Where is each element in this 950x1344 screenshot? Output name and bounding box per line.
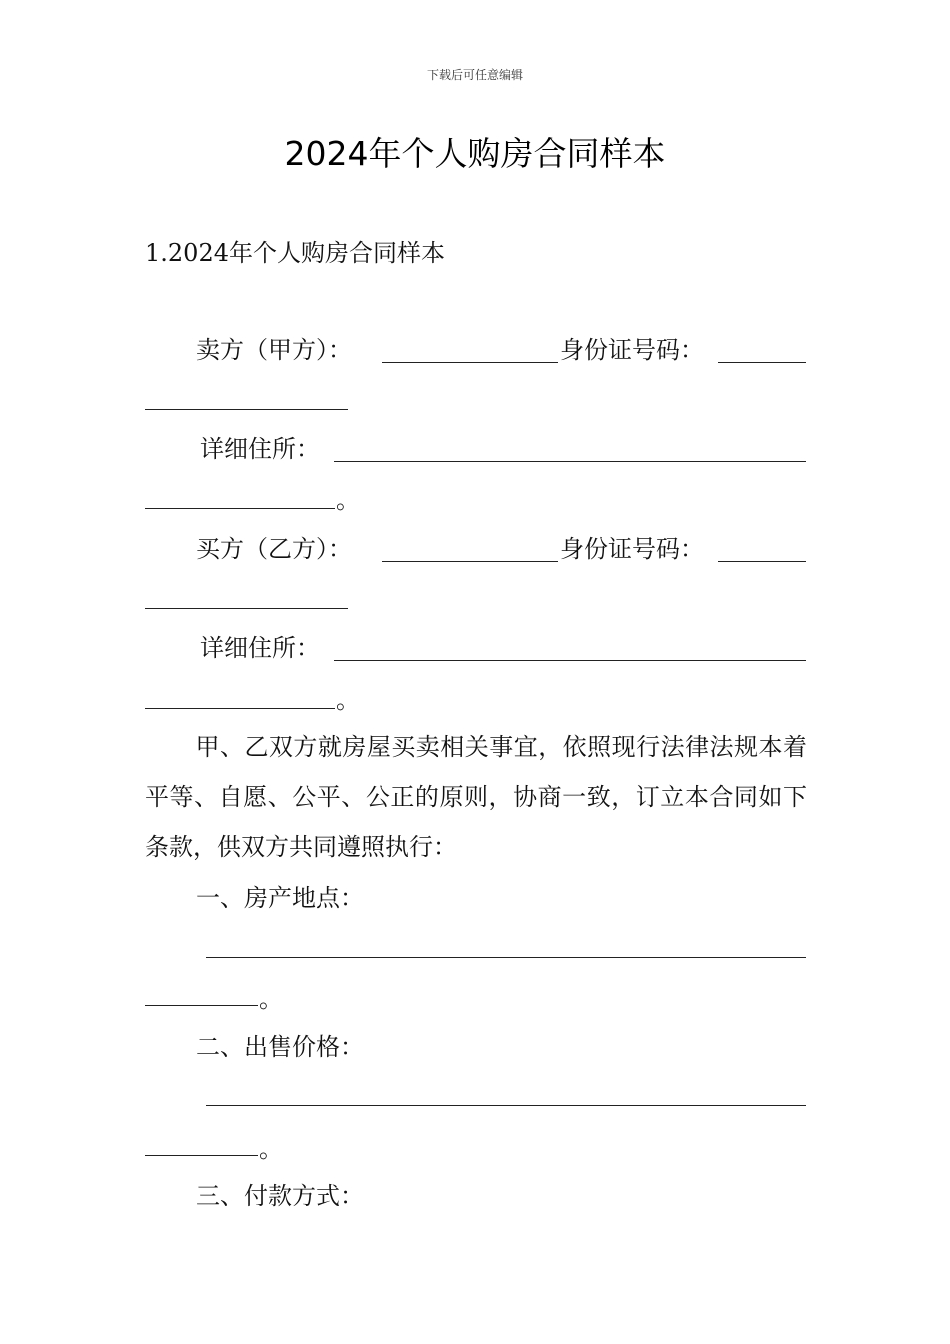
clause-2-heading: 二、出售价格： (196, 1033, 364, 1061)
document-title: 2024年个人购房合同样本 (284, 134, 666, 173)
buyer-address-blank-cont (145, 708, 335, 709)
seller-id-blank-cont (145, 409, 348, 410)
seller-label: 卖方（甲方）： (196, 336, 352, 364)
clause-3-heading: 三、付款方式： (196, 1182, 364, 1210)
seller-id-blank (718, 362, 806, 363)
seller-address-label: 详细住所： (200, 435, 320, 463)
clause-2-blank (206, 1105, 806, 1106)
section-heading: 1.2024年个人购房合同样本 (145, 239, 445, 267)
buyer-id-blank-cont (145, 608, 348, 609)
clause-1-blank (206, 957, 806, 958)
clause-1-blank-cont (145, 1005, 258, 1006)
clause-2-end: 。 (259, 1135, 283, 1163)
buyer-name-blank (382, 561, 558, 562)
buyer-address-end: 。 (336, 686, 360, 714)
seller-address-end: 。 (336, 486, 360, 514)
clause-2-blank-cont (145, 1155, 258, 1156)
seller-address-blank-cont (145, 508, 335, 509)
buyer-id-label: 身份证号码： (560, 535, 704, 563)
seller-name-blank (382, 362, 558, 363)
header-note: 下载后可任意编辑 (426, 68, 523, 82)
clause-1-end: 。 (259, 985, 283, 1013)
buyer-id-blank (718, 561, 806, 562)
clause-1-heading: 一、房产地点： (196, 884, 364, 912)
buyer-address-label: 详细住所： (200, 634, 320, 662)
seller-address-blank (334, 461, 806, 462)
seller-id-label: 身份证号码： (560, 336, 704, 364)
buyer-label: 买方（乙方）： (196, 535, 352, 563)
buyer-address-blank (334, 660, 806, 661)
intro-paragraph (145, 722, 807, 872)
intro-paragraph-text: 甲、乙双方就房屋买卖相关事宜，依照现行法律法规本着平等、自愿、公平、公正的原则，协商一致，订立本合同如下条款，供双方共同遵照执行： (145, 733, 807, 861)
